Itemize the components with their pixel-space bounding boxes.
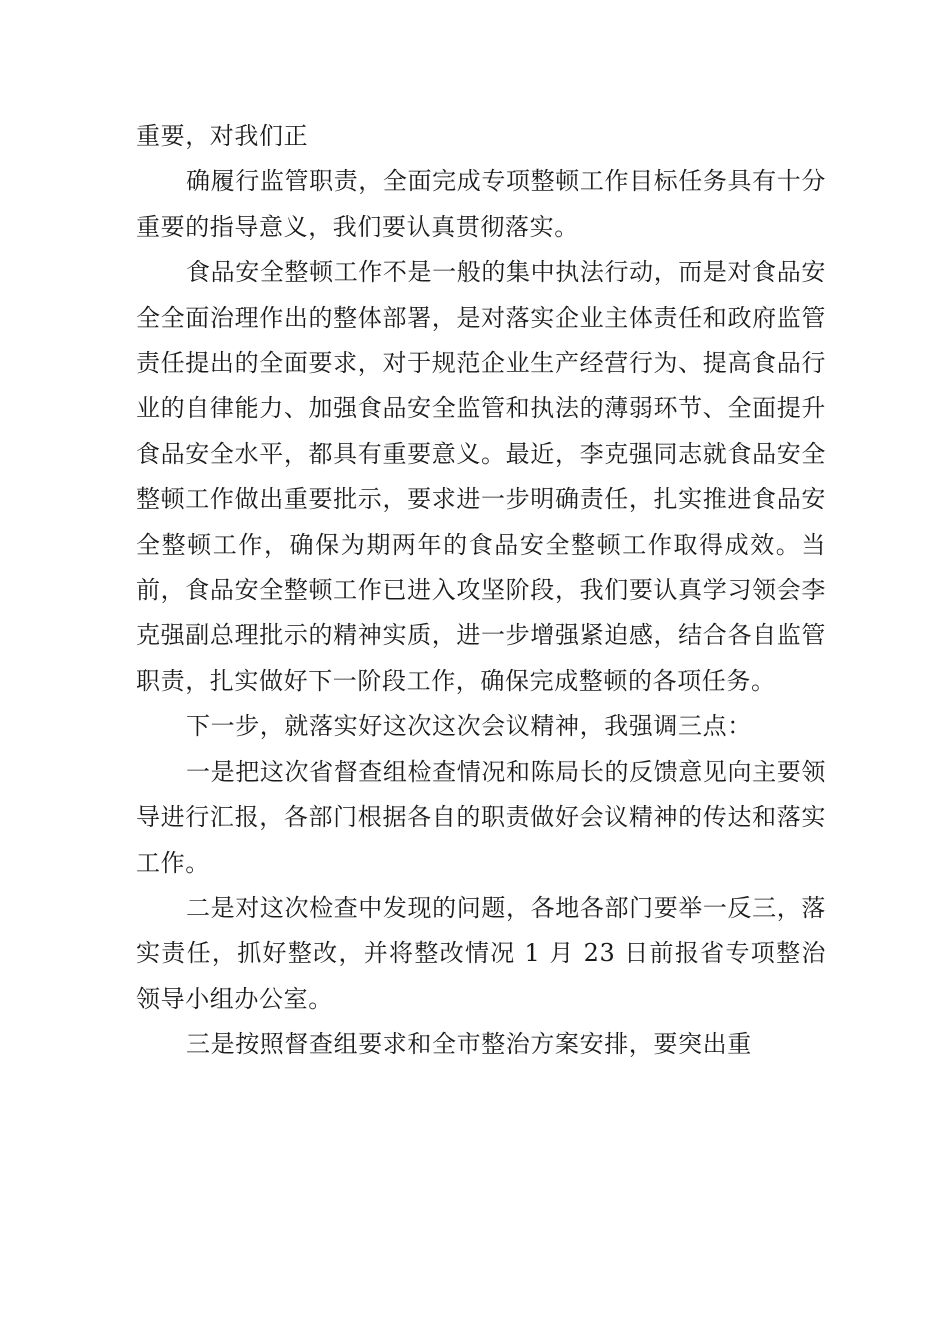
paragraph-4: 下一步，就落实好这次这次会议精神，我强调三点： (186, 712, 752, 741)
paragraph-5: 一是把这次省督查组检查情况和陈局长的反馈意见向主要领导进行汇报，各部门根据各自的职责做好会议精神的传达和落实工作。 (136, 757, 826, 877)
paragraph-1: 重要，对我们正 (136, 122, 309, 150)
paragraph-6: 二是对这次检查中发现的问题，各地各部门要举一反三，落实责任，抓好整改，并将整改情况 1 月 23 日前报省专项整治领导小组办公室。 (136, 893, 826, 1013)
paragraph-7: 三是按照督查组要求和全市整治方案安排，要突出重 (186, 1030, 752, 1059)
paragraph-2: 确履行监管职责，全面完成专项整顿工作目标任务具有十分重要的指导意义，我们要认真贯彻落实。 (136, 167, 826, 241)
paragraph-3: 食品安全整顿工作不是一般的集中执法行动，而是对食品安全全面治理作出的整体部署，是对落实企业主体责任和政府监管责任提出的全面要求，对于规范企业生产经营行为、提高食品行业的自律能力、加强食品安全监管和执法的薄弱环节、全面提升食品安全水平，都具有重要意义。最近，李克强同志就食品安全整顿工作做出重要批示，要求进一步明确责任，扎实推进食品安全整顿工作，确保为期两年的食品安全整顿工作取得成效。当前，食品安全整顿工作已进入攻坚阶段，我们要认真学习领会李克强副总理批示的精神实质，进一步增强紧迫感，结合各自监管职责，扎实做好下一阶段工作，确保完成整顿的各项任务。 (136, 258, 826, 695)
document-body (136, 114, 826, 1068)
